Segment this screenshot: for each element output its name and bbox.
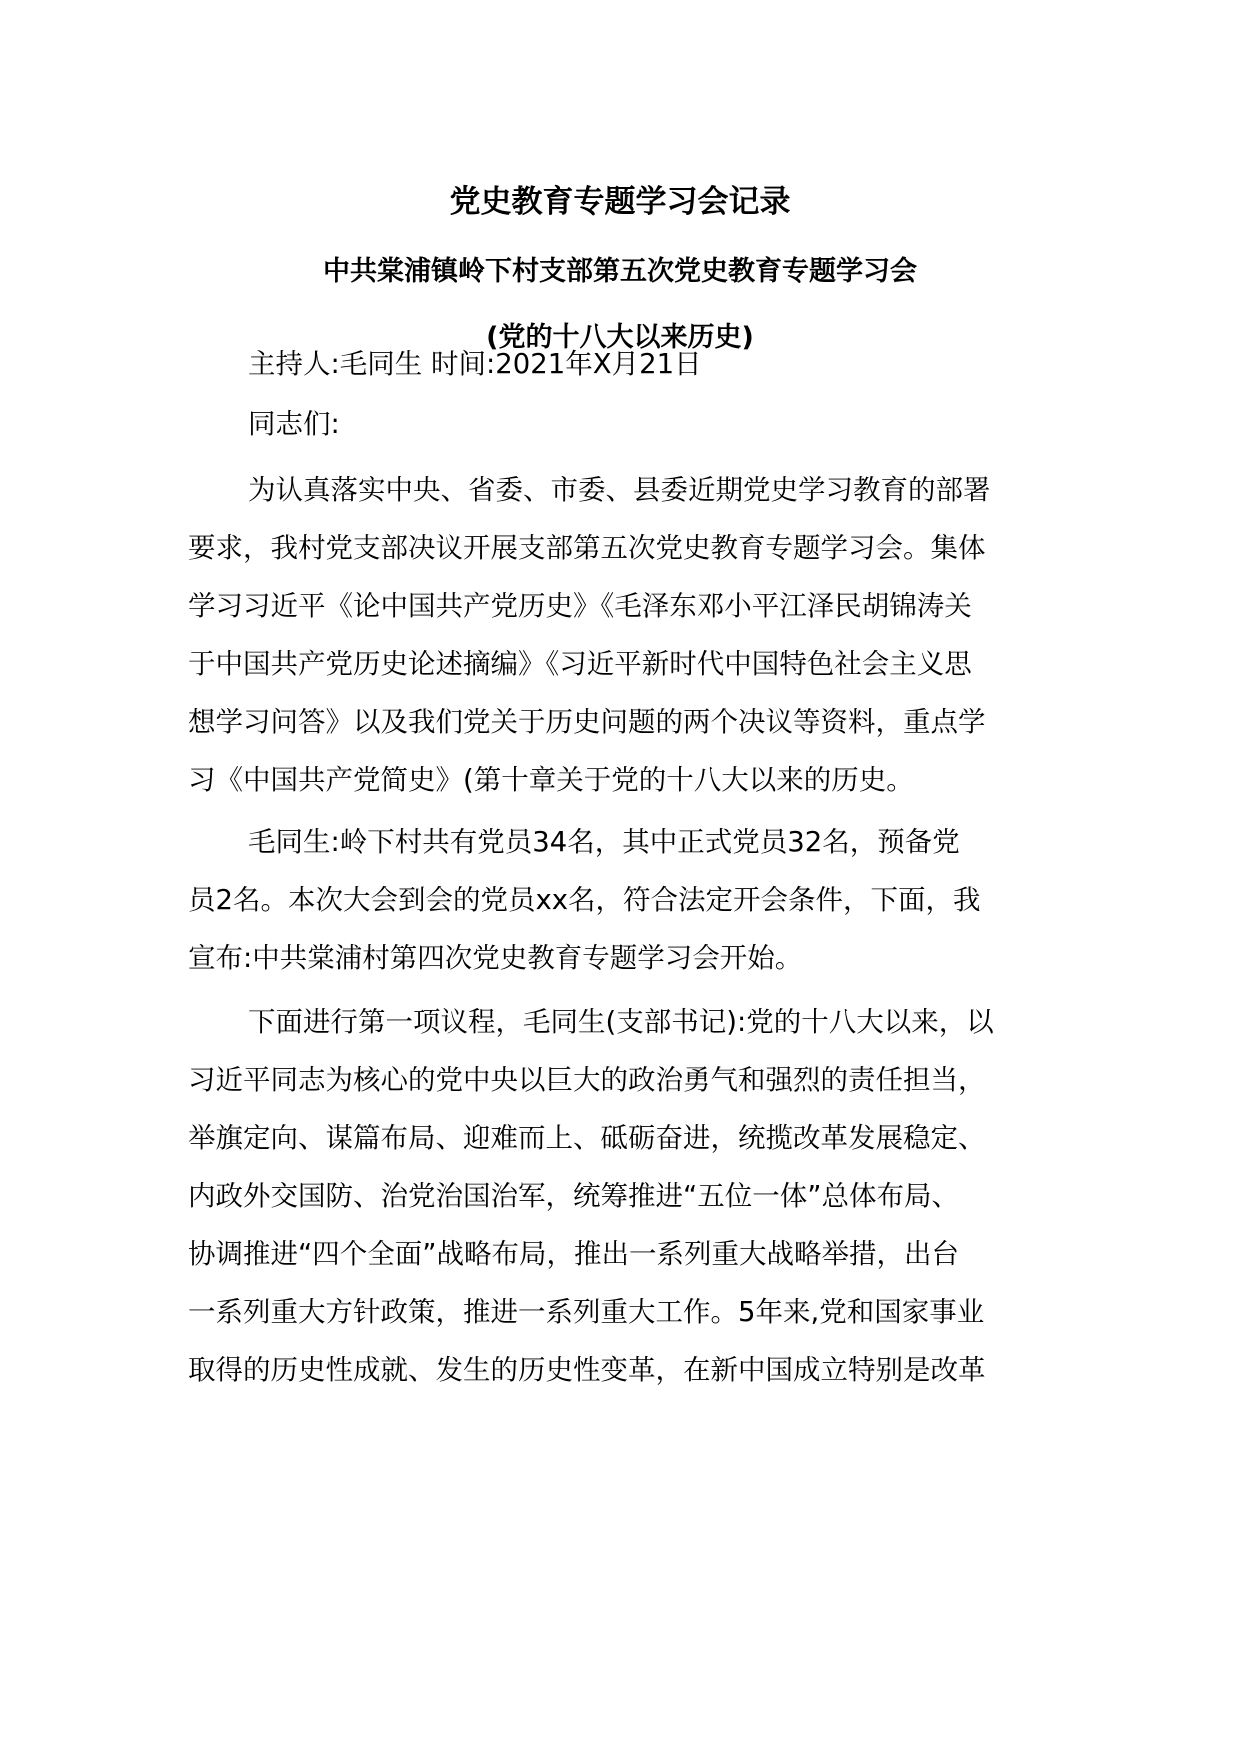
document-subtitle: 中共棠浦镇岭下村支部第五次党史教育专题学习会 bbox=[323, 256, 917, 287]
body-line: 举旗定向、谋篇布局、迎难而上、砥砺奋进，统揽改革发展稳定、 bbox=[188, 1122, 986, 1154]
document-topic: (党的十八大以来历史) bbox=[486, 322, 754, 353]
body-line: 为认真落实中央、省委、市委、县委近期党史学习教育的部署 bbox=[248, 474, 991, 506]
body-line: 要求，我村党支部决议开展支部第五次党史教育专题学习会。集体 bbox=[188, 532, 986, 564]
body-line: 取得的历史性成就、发生的历史性变革，在新中国成立特别是改革 bbox=[188, 1354, 986, 1386]
body-line: 想学习问答》以及我们党关于历史问题的两个决议等资料，重点学 bbox=[188, 706, 986, 738]
meta-line: 主持人:毛同生 时间:2021年X月21日 bbox=[248, 348, 702, 380]
greeting: 同志们: bbox=[248, 408, 340, 440]
document-title: 党史教育专题学习会记录 bbox=[449, 184, 791, 220]
body-line: 习近平同志为核心的党中央以巨大的政治勇气和强烈的责任担当， bbox=[188, 1064, 986, 1096]
body-line: 一系列重大方针政策，推进一系列重大工作。5年来,党和国家事业 bbox=[188, 1296, 985, 1328]
body-line: 于中国共产党历史论述摘编》《习近平新时代中国特色社会主义思 bbox=[188, 648, 972, 680]
body-line: 宣布:中共棠浦村第四次党史教育专题学习会开始。 bbox=[188, 942, 803, 974]
body-line: 内政外交国防、治党治国治军，统筹推进“五位一体”总体布局、 bbox=[188, 1180, 959, 1212]
body-line: 毛同生:岭下村共有党员34名，其中正式党员32名，预备党 bbox=[248, 826, 960, 858]
body-line: 学习习近平《论中国共产党历史》《毛泽东邓小平江泽民胡锦涛关 bbox=[188, 590, 972, 622]
body-line: 员2名。本次大会到会的党员xx名，符合法定开会条件，下面，我 bbox=[188, 884, 981, 916]
body-line: 下面进行第一项议程，毛同生(支部书记):党的十八大以来，以 bbox=[248, 1006, 994, 1038]
body-line: 习《中国共产党简史》(第十章关于党的十八大以来的历史。 bbox=[188, 764, 914, 796]
body-line: 协调推进“四个全面”战略布局，推出一系列重大战略举措，出台 bbox=[188, 1238, 959, 1270]
